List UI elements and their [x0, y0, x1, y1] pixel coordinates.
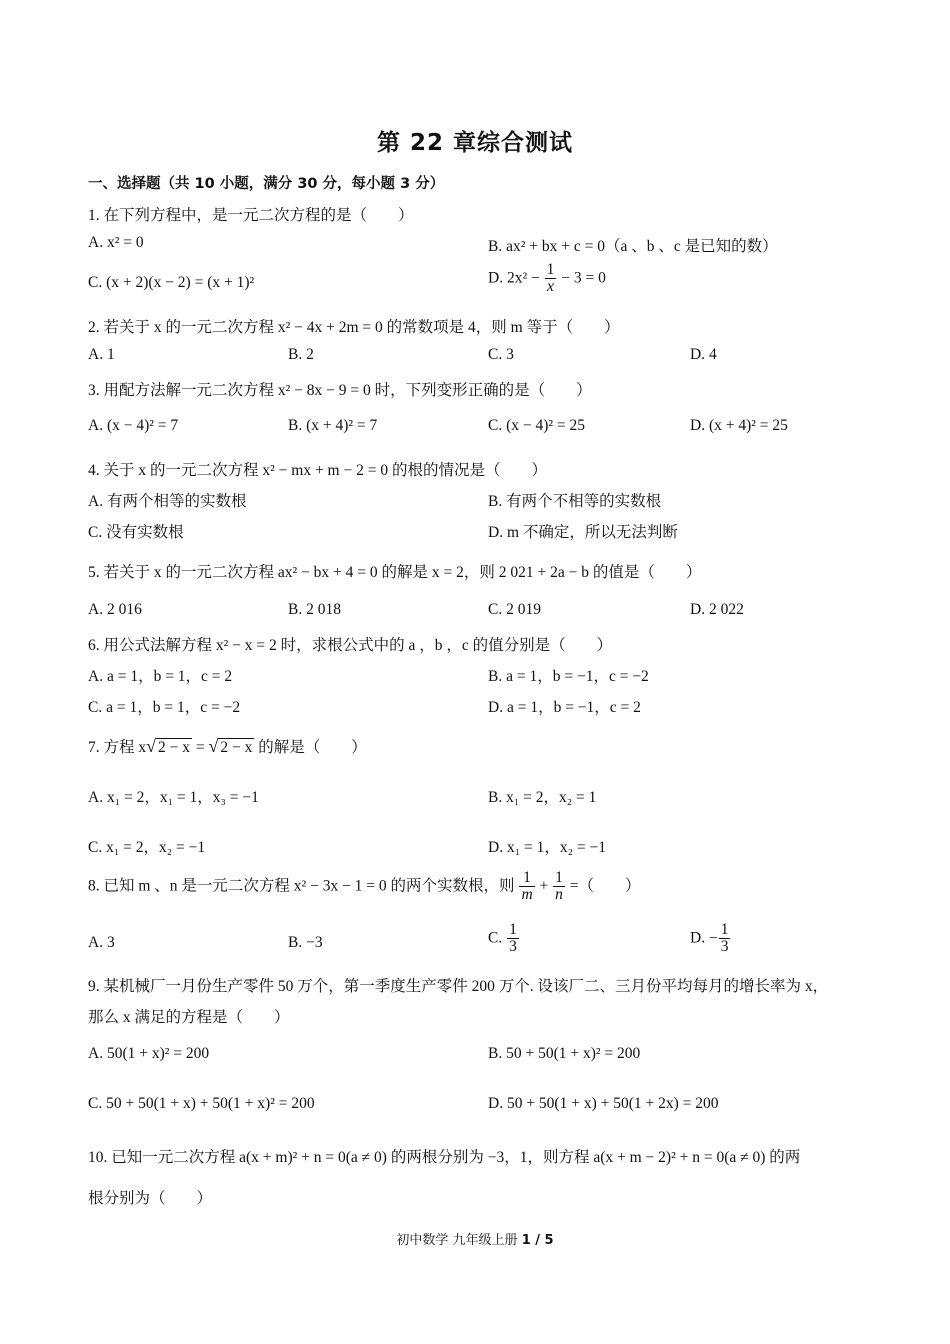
q2-option-b: B. 2: [288, 346, 314, 363]
q8-option-a: A. 3: [88, 934, 115, 951]
q7-stem: [88, 735, 367, 757]
q8-f2-num: 1: [555, 869, 563, 886]
q4-stem: 4. 关于 x 的一元二次方程 x² − mx + m − 2 = 0 的根的情况是（ ）: [88, 462, 547, 479]
q4-option-c: C. 没有实数根: [88, 524, 184, 541]
sqrt-sign-icon: √: [208, 736, 219, 756]
q8-fraction-1: [519, 870, 534, 904]
q4-option-d: D. m 不确定，所以无法判断: [488, 524, 678, 541]
q9-option-d: D. 50 + 50(1 + x) + 50(1 + 2x) = 200: [488, 1095, 719, 1112]
q8-stem-suffix: =（ ）: [565, 877, 641, 895]
q9-option-a: A. 50(1 + x)² = 200: [88, 1045, 210, 1062]
q7-stem-prefix: 7. 方程 x: [88, 739, 147, 756]
q8-f1-num: 1: [519, 870, 534, 887]
q8-stem: [88, 870, 641, 904]
q3-option-d: D. (x + 4)² = 25: [690, 417, 788, 434]
q6-stem: 6. 用公式法解方程 x² − x = 2 时，求根公式中的 a ，b ，c 的值分别是（ ）: [88, 637, 613, 654]
q5-option-c: C. 2 019: [488, 601, 541, 618]
page-number: 1 / 5: [521, 1233, 554, 1248]
q3-option-c: C. (x − 4)² = 25: [488, 417, 586, 434]
q9-option-b: B. 50 + 50(1 + x)² = 200: [488, 1045, 641, 1062]
q7-option-a: A. x₁ = 2，x₁ = 1，x₃ = −1: [88, 789, 259, 806]
q3-option-b: B. (x + 4)² = 7: [288, 417, 378, 434]
q3-option-a: A. (x − 4)² = 7: [88, 417, 179, 434]
q2-option-c: C. 3: [488, 346, 514, 363]
q8-f1-den: m: [521, 886, 533, 904]
q7-option-c: C. x₁ = 2，x₂ = −1: [88, 839, 206, 856]
q1-d-suffix: − 3 = 0: [557, 269, 606, 287]
q2-option-d: D. 4: [690, 346, 717, 363]
q1-option-c: C. (x + 2)(x − 2) = (x + 1)²: [88, 274, 255, 291]
q8-c-num: 1: [509, 921, 517, 938]
q1-d-num: 1: [546, 261, 555, 278]
q7-option-d: D. x₁ = 1，x₂ = −1: [488, 839, 606, 856]
q8-c-den: 3: [509, 938, 517, 956]
q5-option-b: B. 2 018: [288, 601, 341, 618]
q6-option-b: B. a = 1，b = −1，c = −2: [488, 668, 649, 685]
q8-option-b: B. −3: [288, 934, 323, 951]
q3-stem: 3. 用配方法解一元二次方程 x² − 8x − 9 = 0 时，下列变形正确的是（ ）: [88, 382, 592, 399]
q2-option-a: A. 1: [88, 346, 115, 363]
page-title: 第 22 章综合测试: [376, 130, 574, 156]
q8-plus: +: [535, 877, 553, 895]
footer-text: 初中数学 九年级上册: [396, 1233, 522, 1248]
q1-d-prefix: D. 2x² −: [488, 269, 544, 287]
sqrt-sign-icon: √: [146, 736, 157, 756]
q8-d-prefix: D. −: [690, 929, 718, 947]
section-heading: 一、选择题（共 10 小题，满分 30 分，每小题 3 分）: [88, 176, 445, 192]
q1-d-fraction: [545, 262, 557, 296]
q7-option-b: B. x₁ = 2，x₂ = 1: [488, 789, 597, 806]
q8-d-num: 1: [720, 921, 729, 938]
q1-option-a: A. x² = 0: [88, 234, 144, 251]
q4-option-b: B. 有两个不相等的实数根: [488, 493, 662, 510]
q1-d-den: x: [547, 278, 554, 296]
q7-stem-suffix: 的解是（ ）: [254, 739, 367, 756]
q1-stem: 1. 在下列方程中，是一元二次方程的是（ ）: [88, 207, 414, 224]
q10-stem-line1: 10. 已知一元二次方程 a(x + m)² + n = 0(a ≠ 0) 的两根分别为 −3，1，则方程 a(x + m − 2)² + n = 0(a ≠ 0) 的两: [88, 1149, 801, 1166]
q8-option-c: [488, 922, 520, 956]
page-footer: [0, 1229, 950, 1248]
q2-stem: 2. 若关于 x 的一元二次方程 x² − 4x + 2m = 0 的常数项是 4，则 m 等于（ ）: [88, 319, 620, 336]
q6-option-c: C. a = 1，b = 1，c = −2: [88, 699, 241, 716]
q7-radicand-2: 2 − x: [220, 739, 253, 756]
q1-option-b: B. ax² + bx + c = 0（a 、b 、c 是已知的数）: [488, 238, 778, 255]
q8-stem-prefix: 8. 已知 m 、n 是一元二次方程 x² − 3x − 1 = 0 的两个实数根，则: [88, 877, 519, 895]
q4-option-a: A. 有两个相等的实数根: [88, 493, 247, 510]
q1-option-d: [488, 262, 606, 296]
q7-stem-mid: =: [192, 739, 209, 756]
q6-option-a: A. a = 1，b = 1，c = 2: [88, 668, 233, 685]
q9-option-c: C. 50 + 50(1 + x) + 50(1 + x)² = 200: [88, 1095, 315, 1112]
q8-f2-den: n: [555, 886, 563, 904]
q8-c-fraction: [507, 922, 519, 956]
q8-fraction-2: [553, 870, 565, 904]
q9-stem-line1: 9. 某机械厂一月份生产零件 50 万个，第一季度生产零件 200 万个. 设该厂二、三月份平均每月的增长率为 x，: [88, 978, 829, 995]
q10-stem-line2: 根分别为（ ）: [88, 1190, 213, 1207]
q5-option-a: A. 2 016: [88, 601, 142, 618]
q5-stem: 5. 若关于 x 的一元二次方程 ax² − bx + 4 = 0 的解是 x = 2，则 2 021 + 2a − b 的值是（ ）: [88, 564, 702, 581]
q8-d-den: 3: [720, 938, 729, 956]
q7-radicand-1: 2 − x: [158, 739, 191, 756]
q5-option-d: D. 2 022: [690, 601, 744, 618]
q8-c-prefix: C.: [488, 929, 507, 947]
q9-stem-line2: 那么 x 满足的方程是（ ）: [88, 1009, 290, 1026]
q6-option-d: D. a = 1，b = −1，c = 2: [488, 699, 641, 716]
q8-option-d: [690, 922, 731, 956]
q8-d-fraction: [719, 922, 731, 956]
